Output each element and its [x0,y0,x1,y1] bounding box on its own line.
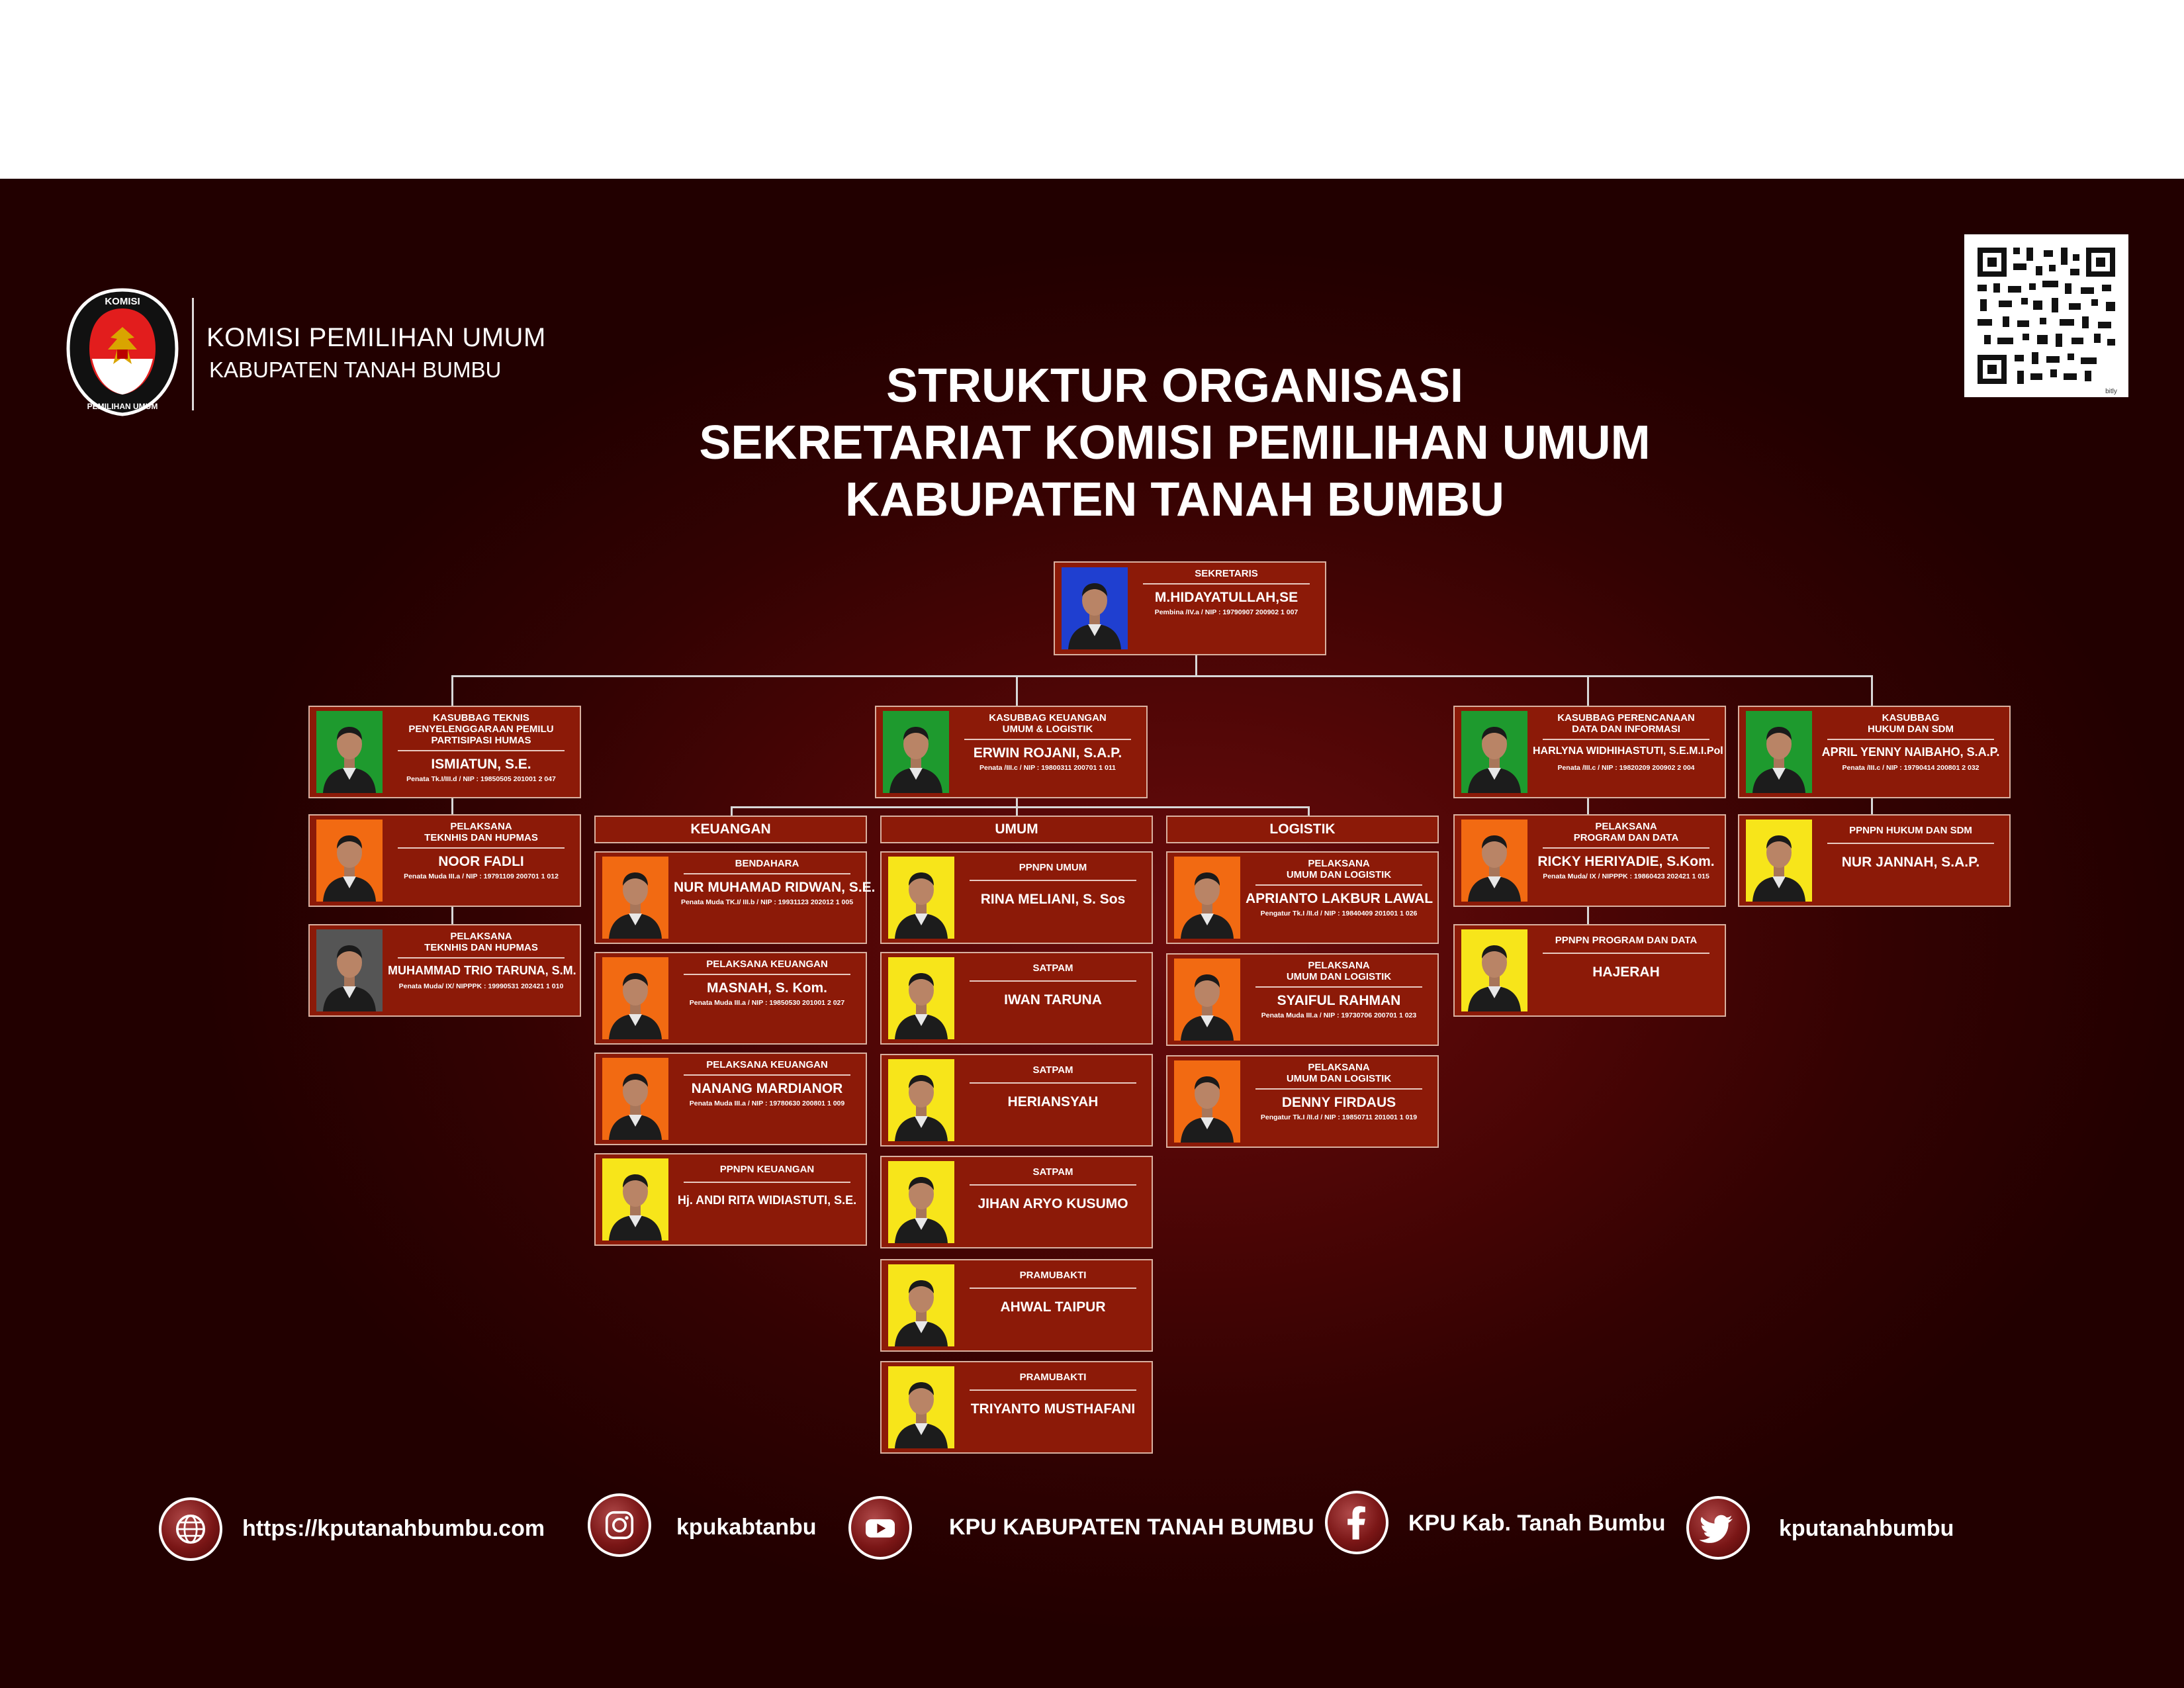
card-text [388,816,574,906]
card-pelaksana-program[interactable] [1453,814,1726,907]
card-satpam-3[interactable] [880,1156,1153,1248]
person-name: Hj. ANDI RITA WIDIASTUTI, S.E. [677,1194,857,1207]
card-divider [684,1074,850,1076]
card-text [388,707,574,797]
person-name: AHWAL TAIPUR [1000,1299,1106,1315]
person-nip: Penata Tk.I/III.d / NIP : 19850505 201001 2 047 [406,775,556,783]
person-name: ISMIATUN, S.E. [431,757,531,772]
card-bendahara[interactable] [594,851,876,944]
card-kasubbag-teknis[interactable] [308,706,581,798]
person-photo [602,1158,668,1241]
section-header-keuangan: KEUANGAN [594,816,867,843]
person-photo [888,957,954,1039]
card-role: BENDAHARA [735,858,799,869]
card-pramubakti-2[interactable] [880,1361,1153,1454]
person-photo [888,1059,954,1141]
person-photo [1746,711,1812,793]
person-name: RINA MELIANI, S. Sos [980,892,1126,907]
twitter-icon[interactable] [1686,1496,1750,1560]
connector-line [1195,654,1197,677]
card-pramubakti-1[interactable] [880,1259,1153,1352]
header-separator [192,298,194,410]
card-divider [1255,1088,1422,1090]
card-role: PELAKSANA UMUM DAN LOGISTIK [1286,960,1392,982]
card-role: KASUBBAG TEKNIS PENYELENGGARAAN PEMILU PARTISIPASI HUMAS [408,712,554,746]
qr-code[interactable] [1964,234,2128,397]
card-role: PPNPN HUKUM DAN SDM [1849,825,1972,836]
card-text [960,1362,1146,1452]
person-photo [1174,1060,1240,1143]
card-role: PPNPN PROGRAM DAN DATA [1555,935,1698,946]
card-divider [1255,986,1422,988]
person-photo [1062,567,1128,649]
youtube-icon[interactable] [848,1496,912,1560]
person-nip: Pembina /IV.a / NIP : 19790907 200902 1 007 [1154,608,1298,616]
card-divider [970,980,1136,982]
card-divider [1255,884,1422,886]
connector-line [451,796,453,816]
section-header-logistik: LOGISTIK [1166,816,1439,843]
svg-text:KOMISI: KOMISI [105,296,140,307]
card-kasubbag-perencanaan[interactable] [1453,706,1726,798]
qr-caption: bitly [2105,388,2117,395]
person-nip: Penata Muda III.a / NIP : 19850530 201001 2 027 [689,999,845,1007]
page-title [596,357,1754,528]
person-name: MASNAH, S. Kom. [706,980,827,996]
person-name: IWAN TARUNA [1004,992,1102,1008]
person-nip: Penata Muda TK.I/ III.b / NIP : 19931123 202012 1 005 [680,898,854,906]
card-ppnpn-keuangan[interactable] [594,1153,867,1246]
youtube-channel[interactable]: KPU KABUPATEN TANAH BUMBU [949,1515,1314,1540]
connector-line [1871,675,1873,707]
card-text [1817,816,2004,906]
person-name: NANANG MARDIANOR [691,1081,843,1096]
connector-line [1871,796,1873,816]
card-role: PELAKSANA UMUM DAN LOGISTIK [1286,858,1392,880]
card-pelaksana-teknis-1[interactable] [308,814,581,907]
card-pelaksana-teknis-2[interactable] [308,924,581,1017]
connector-line [451,675,453,707]
card-role: PELAKSANA TEKNHIS DAN HUPMAS [424,821,538,843]
card-divider [1827,843,1994,844]
card-text [674,1154,860,1244]
person-nip: Pengatur Tk.I /II.d / NIP : 19840409 201001 1 026 [1260,910,1418,917]
card-divider [1143,583,1310,585]
person-photo [1461,820,1527,902]
card-kasubbag-hukum[interactable] [1738,706,2011,798]
person-name: RICKY HERIYADIE, S.Kom. [1537,854,1715,869]
card-text [674,953,860,1043]
card-divider [684,974,850,975]
card-text [1133,563,1320,654]
card-text [960,1055,1146,1145]
instagram-handle[interactable]: kpukabtanbu [676,1515,817,1540]
person-name: APRIL YENNY NAIBAHO, S.A.P. [1821,745,2000,759]
svg-text:PEMILIHAN UMUM: PEMILIHAN UMUM [87,402,158,411]
card-divider [398,957,565,959]
card-text [1533,816,1719,906]
facebook-icon[interactable] [1325,1491,1388,1554]
card-divider [1543,739,1709,740]
person-name: APRIANTO LAKBUR LAWAL [1246,891,1433,906]
card-text [960,953,1146,1043]
connector-line [1587,675,1589,707]
card-text [388,925,574,1015]
connector-line [451,675,1873,677]
card-role: PRAMUBAKTI [1019,1270,1087,1281]
card-divider [970,1389,1136,1391]
title-line-2: SEKRETARIAT KOMISI PEMILIHAN UMUM [699,416,1651,469]
person-photo [1746,820,1812,902]
org-name: KOMISI PEMILIHAN UMUM [206,323,546,352]
person-photo [316,929,383,1011]
card-text [960,1260,1146,1350]
card-text [1246,1056,1432,1147]
card-role: SATPAM [1032,1064,1073,1076]
card-divider [970,1082,1136,1084]
card-text [1533,707,1723,797]
card-pelaksana-keuangan-1[interactable] [594,952,867,1045]
card-divider [1543,953,1709,954]
person-name: HERIANSYAH [1007,1094,1099,1109]
person-nip: Penata Muda III.a / NIP : 19730706 200701 1 023 [1261,1011,1417,1019]
person-photo [888,1366,954,1448]
instagram-icon[interactable] [588,1493,651,1557]
person-photo [883,711,949,793]
card-divider [970,1184,1136,1186]
person-nip: Penata Muda/ IX/ NIPPPK : 19990531 202421 1 010 [398,982,564,990]
website-icon[interactable] [159,1497,222,1561]
card-logistik-3[interactable] [1166,1055,1439,1148]
card-ppnpn-program[interactable] [1453,924,1726,1017]
card-logistik-1[interactable] [1166,851,1439,944]
card-divider [970,880,1136,881]
person-photo [888,857,954,939]
card-role: PELAKSANA KEUANGAN [706,959,828,970]
card-divider [684,873,850,874]
card-text [960,1157,1146,1247]
card-divider [398,750,565,751]
person-name: JIHAN ARYO KUSUMO [978,1196,1128,1211]
title-line-1: STRUKTUR ORGANISASI [886,359,1463,412]
person-name: MUHAMMAD TRIO TARUNA, S.M. [388,964,576,977]
card-divider [684,1182,850,1183]
twitter-handle[interactable]: kputanahbumbu [1779,1516,1954,1541]
card-logistik-2[interactable] [1166,953,1439,1046]
card-role: PRAMUBAKTI [1019,1372,1087,1383]
connector-line [1587,906,1589,925]
person-name: NUR MUHAMAD RIDWAN, S.E. [674,880,876,895]
card-role: PPNPN KEUANGAN [719,1164,815,1175]
card-divider [964,739,1131,740]
card-text [1246,853,1432,943]
person-name: HARLYNA WIDHIHASTUTI, S.E.M.I.Pol [1533,745,1723,757]
connector-line [451,906,453,925]
person-nip: Penata /III.c / NIP : 19790414 200801 2 032 [1842,764,1979,772]
person-photo [1174,959,1240,1041]
person-photo [602,857,668,939]
card-divider [1543,847,1709,849]
card-satpam-1[interactable] [880,952,1153,1045]
card-ppnpn-umum[interactable] [880,851,1153,944]
card-sekretaris[interactable] [1054,561,1326,655]
card-text [1817,707,2004,797]
card-ppnpn-hukum[interactable] [1738,814,2011,907]
card-text [1246,955,1432,1045]
person-name: NUR JANNAH, S.A.P. [1841,855,1980,870]
card-text [674,853,876,943]
person-name: NOOR FADLI [438,854,524,869]
card-role: KASUBBAG KEUANGAN UMUM & LOGISTIK [989,712,1107,735]
card-text [960,853,1146,943]
person-photo [1174,857,1240,939]
person-nip: Penata /III.c / NIP : 19800311 200701 1 011 [979,764,1116,772]
person-nip: Penata Muda/ IX / NIPPPK : 19860423 202421 1 015 [1543,872,1709,880]
person-photo [602,957,668,1039]
card-role: KASUBBAG PERENCANAAN DATA DAN INFORMASI [1557,712,1695,735]
title-line-3: KABUPATEN TANAH BUMBU [845,473,1504,526]
person-photo [316,711,383,793]
card-role: PPNPN UMUM [1019,862,1087,873]
person-photo [1461,929,1527,1011]
facebook-page[interactable]: KPU Kab. Tanah Bumbu [1408,1511,1666,1536]
person-photo [888,1264,954,1346]
card-role: PELAKSANA UMUM DAN LOGISTIK [1286,1062,1392,1084]
card-role: SEKRETARIS [1195,568,1258,579]
person-nip: Penata /III.c / NIP : 19820209 200902 2 004 [1557,764,1695,772]
card-role: SATPAM [1032,962,1073,974]
card-pelaksana-keuangan-2[interactable] [594,1053,867,1145]
person-nip: Penata Muda III.a / NIP : 19780630 200801 1 009 [689,1100,845,1107]
card-role: PELAKSANA TEKNHIS DAN HUPMAS [424,931,538,953]
connector-line [731,806,1308,808]
person-nip: Penata Muda III.a / NIP : 19791109 200701 1 012 [404,872,559,880]
card-role: SATPAM [1032,1166,1073,1178]
person-name: SYAIFUL RAHMAN [1277,993,1401,1008]
person-photo [316,820,383,902]
card-satpam-2[interactable] [880,1054,1153,1147]
card-divider [398,847,565,849]
person-name: TRIYANTO MUSTHAFANI [970,1401,1136,1417]
card-role: PELAKSANA KEUANGAN [706,1059,828,1070]
connector-line [1587,796,1589,816]
card-text [674,1054,860,1144]
person-name: ERWIN ROJANI, S.A.P. [973,745,1122,761]
person-photo [1461,711,1527,793]
section-header-umum: UMUM [880,816,1153,843]
card-kasubbag-keuangan[interactable] [875,706,1148,798]
person-name: HAJERAH [1592,964,1660,980]
card-role: PELAKSANA PROGRAM DAN DATA [1573,821,1679,843]
person-name: M.HIDAYATULLAH,SE [1154,590,1298,605]
kpu-logo [63,286,182,418]
card-divider [1827,739,1994,740]
person-name: DENNY FIRDAUS [1281,1095,1396,1110]
person-photo [888,1161,954,1243]
org-subtitle: KABUPATEN TANAH BUMBU [209,357,502,382]
connector-line [1016,675,1018,707]
card-text [954,707,1141,797]
card-role: KASUBBAG HUKUM DAN SDM [1868,712,1954,735]
person-photo [602,1058,668,1140]
person-nip: Pengatur Tk.I /II.d / NIP : 19850711 201001 1 019 [1260,1113,1418,1121]
card-divider [970,1288,1136,1289]
website-link[interactable]: https://kputanahbumbu.com [242,1516,545,1541]
card-text [1533,925,1719,1015]
